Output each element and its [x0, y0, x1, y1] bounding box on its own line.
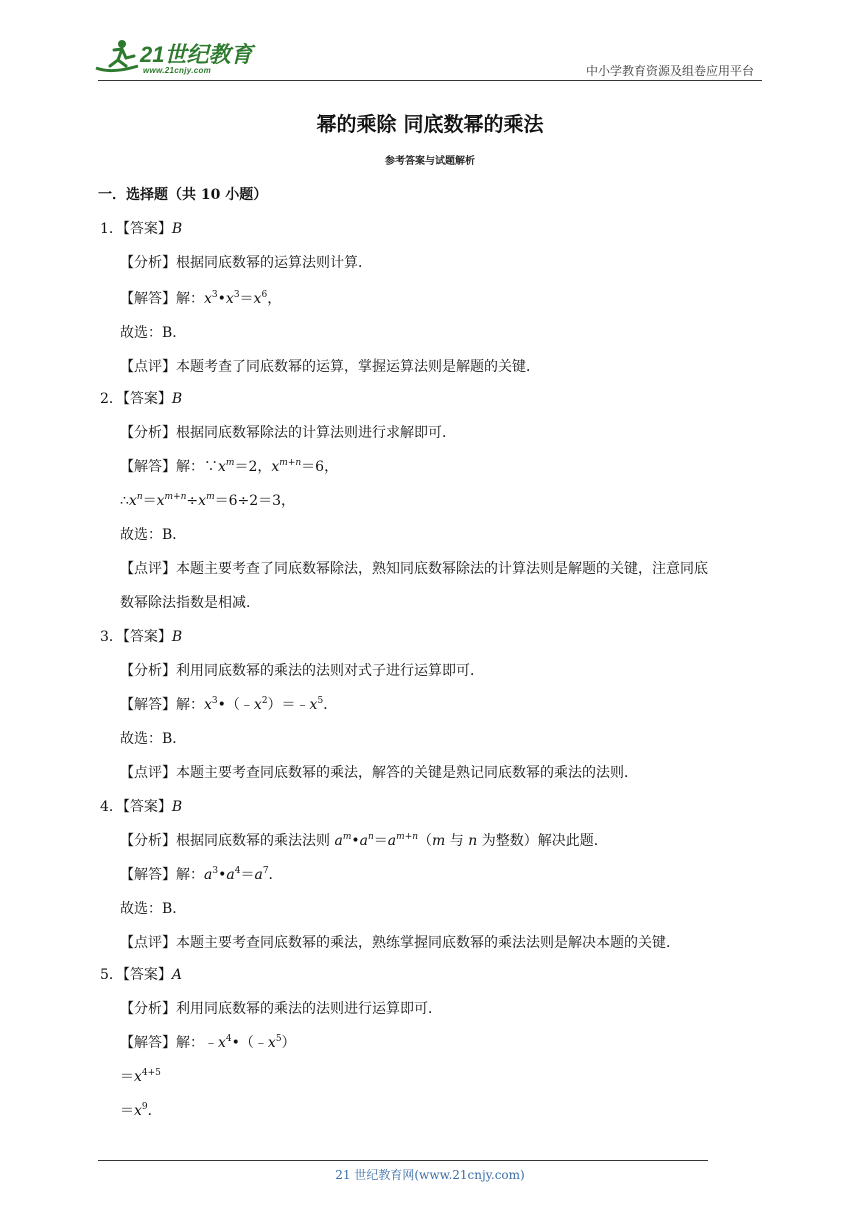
q5-analysis	[120, 998, 442, 1018]
q3-solution-label: 【解答】	[120, 697, 176, 713]
q4-solution: 【解答】解：$a^3•a^4=a^7$．	[120, 866, 283, 883]
q4-solution-prefix: 解：	[176, 867, 204, 883]
q1-review-label: 【点评】	[120, 359, 176, 375]
q5-solution-step1: $=x^{4+5}$	[120, 1068, 161, 1085]
q1-solution-prefix: 解：	[176, 291, 204, 307]
q2-review-label: 【点评】	[120, 561, 176, 577]
q5-solution-label: 【解答】	[120, 1035, 176, 1051]
page-title: 幂的乘除 同底数幂的乘法	[316, 112, 544, 136]
q1-analysis-text: 根据同底数幂的运算法则计算．	[176, 255, 372, 271]
q4-analysis: 【分析】根据同底数幂的乘法法则 $a^m•a^n=a^{m+n}(m$ 与 n 为整数）解决此题．	[120, 832, 608, 849]
q1-analysis-label: 【分析】	[120, 255, 176, 271]
q4-analysis-m: m	[432, 833, 446, 849]
q3-review	[120, 762, 638, 782]
q2-answer-label: 【答案】	[122, 391, 172, 407]
q1-review	[120, 356, 540, 376]
q1-answer-label: 【答案】	[122, 221, 172, 237]
q3-solution-prefix: 解：	[176, 697, 204, 713]
footer-link[interactable]: 21 世纪教育网(www.21cnjy.com)	[335, 1168, 525, 1182]
q5-answer-label: 【答案】	[122, 967, 172, 983]
logo-url: www.21cnjy.com	[143, 66, 212, 75]
q3-analysis-label: 【分析】	[120, 663, 176, 679]
q2-analysis	[120, 422, 456, 442]
q2-number: 2．	[100, 391, 123, 407]
q2-review	[120, 558, 708, 578]
q2-solution-prefix: 解：	[176, 459, 204, 475]
q3-review-label: 【点评】	[120, 765, 176, 781]
q4-review-text: 本题主要考查同底数幂的乘法，熟练掌握同底数幂的乘法法则是解决本题的关键．	[176, 935, 680, 951]
q4-analysis-tail: 为整数）解决此题．	[477, 833, 608, 849]
q4-review	[120, 932, 680, 952]
q4-analysis-label: 【分析】	[120, 833, 176, 849]
q3-answer-line	[100, 626, 182, 646]
q3-analysis-text: 利用同底数幂的乘法的法则对式子进行运算即可．	[176, 663, 484, 679]
q2-review-cont: 数幂除法指数是相减．	[120, 595, 260, 611]
q4-review-label: 【点评】	[120, 935, 176, 951]
q5-analysis-text: 利用同底数幂的乘法的法则进行运算即可．	[176, 1001, 442, 1017]
q4-analysis-text: 根据同底数幂的乘法法则	[176, 833, 335, 849]
q4-analysis-and: 与	[445, 833, 469, 849]
header-divider	[98, 80, 762, 81]
q1-analysis	[120, 252, 372, 272]
q3-solution: 【解答】解：$x^3•(﹣x^2)=﹣x^5$．	[120, 696, 338, 713]
platform-name: 中小学教育资源及组卷应用平台	[585, 64, 754, 78]
q5-solution-step2: $=x^9$．	[120, 1102, 162, 1119]
q2-review-text: 本题主要考查了同底数幂除法，熟知同底数幂除法的计算法则是解题的关键，注意同底	[176, 561, 708, 577]
q5-answer: A	[171, 967, 183, 983]
page-subtitle: 参考答案与试题解析	[385, 156, 475, 167]
q4-choose: 故选：B．	[120, 901, 187, 917]
q5-answer-line	[100, 964, 182, 984]
q1-solution-label: 【解答】	[120, 291, 176, 307]
q2-solution-label: 【解答】	[120, 459, 176, 475]
q4-answer-label: 【答案】	[122, 799, 172, 815]
q4-analysis-paren: （	[418, 833, 433, 849]
q1-answer-line	[100, 218, 182, 238]
q2-answer: B	[171, 391, 183, 407]
q2-choose: 故选：B．	[120, 527, 187, 543]
section-heading: 一．选择题（共 10 小题）	[98, 187, 268, 203]
q1-solution: 【解答】解：$x^3•x^3=x^6$，	[120, 290, 282, 307]
q2-solution: 【解答】解：$\because x^m=2$，$x^{m+n}=6$，	[120, 458, 339, 475]
q4-number: 4．	[100, 799, 123, 815]
q3-answer-label: 【答案】	[122, 629, 172, 645]
q2-answer-line	[100, 388, 182, 408]
q5-solution-prefix: 解：	[176, 1035, 204, 1051]
q3-answer: B	[171, 629, 183, 645]
q1-choose: 故选：B．	[120, 325, 187, 341]
q5-solution: 【解答】解：$﹣x^4•(﹣x^5)$	[120, 1034, 296, 1051]
q4-answer-line	[100, 796, 182, 816]
q1-review-text: 本题考查了同底数幂的运算，掌握运算法则是解题的关键．	[176, 359, 540, 375]
q3-choose: 故选：B．	[120, 731, 187, 747]
q4-solution-label: 【解答】	[120, 867, 176, 883]
q2-analysis-label: 【分析】	[120, 425, 176, 441]
q1-number: 1．	[100, 221, 123, 237]
q5-number: 5．	[100, 967, 123, 983]
q1-answer: B	[171, 221, 183, 237]
q3-analysis	[120, 660, 484, 680]
q2-solution-step: $\therefore x^n=x^{m+n}\div x^m=6\div 2=3$，	[120, 492, 296, 509]
q4-answer: B	[171, 799, 183, 815]
logo-text: 21世纪教育	[140, 42, 253, 67]
q5-analysis-label: 【分析】	[120, 1001, 176, 1017]
q4-analysis-n: n	[468, 833, 478, 849]
footer-divider	[98, 1160, 708, 1161]
q3-number: 3．	[100, 629, 123, 645]
q3-review-text: 本题主要考查同底数幂的乘法，解答的关键是熟记同底数幂的乘法的法则．	[176, 765, 638, 781]
q2-analysis-text: 根据同底数幂除法的计算法则进行求解即可．	[176, 425, 456, 441]
